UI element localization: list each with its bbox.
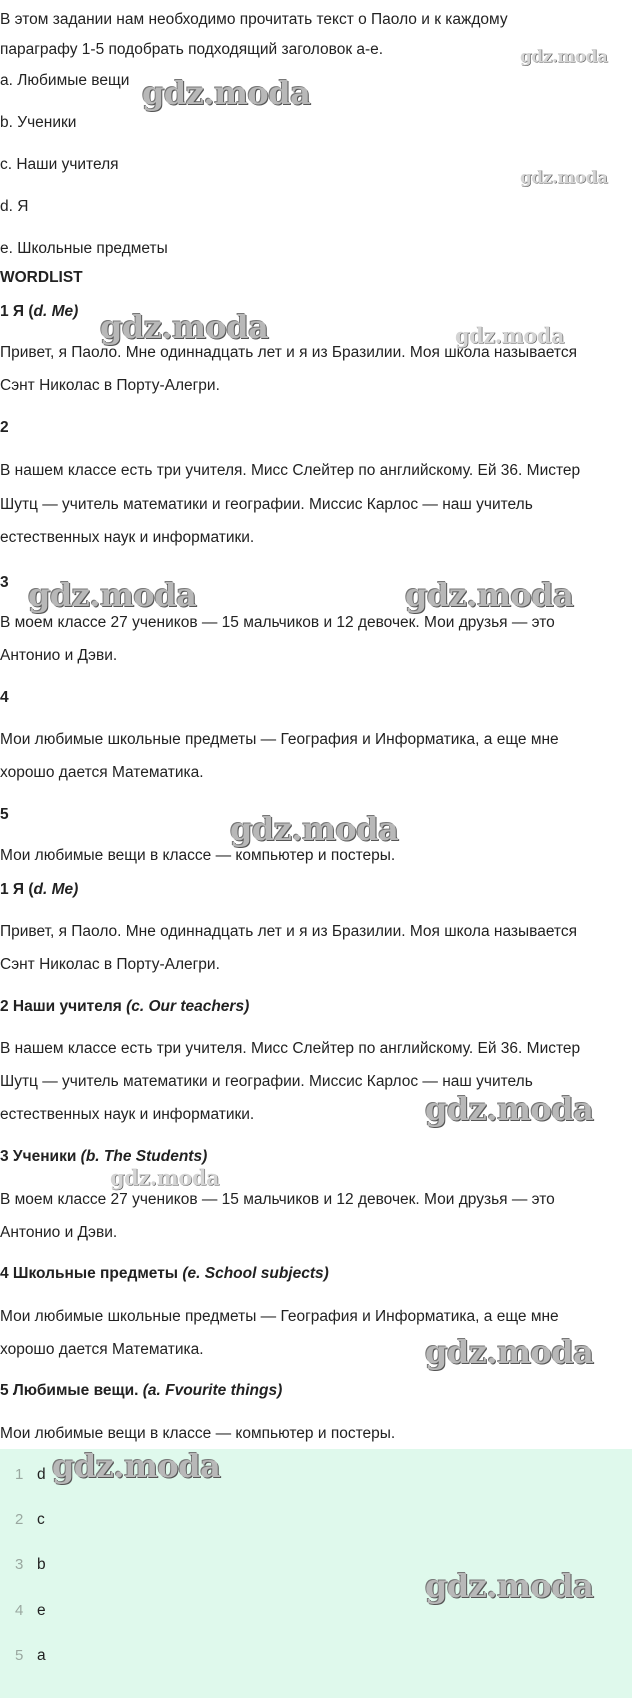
- answer-row: [0, 1590, 632, 1634]
- s2-paragraph-3-line-2: Антонио и Дэви.: [0, 1224, 118, 1241]
- intro-line-1: В этом задании нам необходимо прочитать текст о Паоло и к каждому: [0, 11, 508, 28]
- answer-row: [0, 1454, 632, 1498]
- s1-paragraph-3-heading: 3: [0, 574, 9, 591]
- s2-paragraph-5-heading: 5 Любимые вещи. (a. Fvourite things): [0, 1382, 283, 1399]
- intro-line-2: параграфу 1-5 подобрать подходящий заголовок a-e.: [0, 41, 384, 58]
- s2-paragraph-1-heading: 1 Я (d. Me): [0, 881, 79, 898]
- answers-block: [0, 1449, 632, 1698]
- heading-option-e: e. Школьные предметы: [0, 240, 168, 257]
- answer-value: c: [37, 1511, 45, 1528]
- s1-paragraph-2-line-3: естественных наук и информатики.: [0, 529, 255, 546]
- s2-paragraph-4-heading: 4 Школьные предметы (e. School subjects): [0, 1265, 329, 1282]
- s2-paragraph-2-line-3: естественных наук и информатики.: [0, 1106, 255, 1123]
- s1-paragraph-2-line-1: В нашем классе есть три учителя. Мисс Слейтер по английскому. Ей 36. Мистер: [0, 462, 581, 479]
- heading-option-d: d. Я: [0, 198, 29, 215]
- s1-paragraph-1-line-1: Привет, я Паоло. Мне одиннадцать лет и я из Бразилии. Моя школа называется: [0, 344, 577, 361]
- s1-paragraph-4-heading: 4: [0, 689, 9, 706]
- watermark: gdz.moda: [455, 323, 565, 348]
- answer-number: 5: [15, 1647, 24, 1664]
- watermark: gdz.moda: [28, 576, 197, 614]
- s2-paragraph-3-heading: 3 Ученики (b. The Students): [0, 1148, 208, 1165]
- watermark: gdz.moda: [110, 1165, 220, 1190]
- s2-paragraph-1-line-1: Привет, я Паоло. Мне одиннадцать лет и я из Бразилии. Моя школа называется: [0, 923, 577, 940]
- heading-option-a: a. Любимые вещи: [0, 72, 130, 89]
- watermark: gdz.moda: [520, 168, 608, 188]
- watermark: gdz.moda: [52, 1447, 221, 1485]
- s2-paragraph-5-line-1: Мои любимые вещи в классе — компьютер и постеры.: [0, 1425, 396, 1442]
- s2-paragraph-4-line-1: Мои любимые школьные предметы — География и Информатика, а еще мне: [0, 1308, 559, 1325]
- s2-paragraph-2-line-1: В нашем классе есть три учителя. Мисс Слейтер по английскому. Ей 36. Мистер: [0, 1040, 581, 1057]
- wordlist-label: WORDLIST: [0, 269, 83, 286]
- answer-number: 4: [15, 1602, 24, 1619]
- answer-number: 3: [15, 1556, 24, 1573]
- answer-row: [0, 1499, 632, 1543]
- answer-row: [0, 1544, 632, 1588]
- watermark: gdz.moda: [405, 576, 574, 614]
- s1-paragraph-2-line-2: Шутц — учитель математики и географии. Миссис Карлос — наш учитель: [0, 496, 533, 513]
- s1-paragraph-5-heading: 5: [0, 806, 9, 823]
- s1-paragraph-1-line-2: Сэнт Николас в Порту-Алегри.: [0, 377, 220, 394]
- watermark: gdz.moda: [142, 74, 311, 112]
- s1-paragraph-2-heading: 2: [0, 419, 9, 436]
- s1-paragraph-1-heading: 1 Я (d. Me): [0, 303, 79, 320]
- s1-paragraph-5-line-1: Мои любимые вещи в классе — компьютер и постеры.: [0, 847, 396, 864]
- watermark: gdz.moda: [425, 1567, 594, 1605]
- answer-number: 2: [15, 1511, 24, 1528]
- s1-paragraph-4-line-2: хорошо дается Математика.: [0, 764, 204, 781]
- answer-value: a: [37, 1647, 46, 1664]
- s1-paragraph-4-line-1: Мои любимые школьные предметы — География и Информатика, а еще мне: [0, 731, 559, 748]
- answer-number: 1: [15, 1466, 24, 1483]
- answer-row: [0, 1635, 632, 1679]
- s2-paragraph-2-line-2: Шутц — учитель математики и географии. Миссис Карлос — наш учитель: [0, 1073, 533, 1090]
- s2-paragraph-1-line-2: Сэнт Николас в Порту-Алегри.: [0, 956, 220, 973]
- s1-paragraph-3-line-1: В моем классе 27 учеников — 15 мальчиков и 12 девочек. Мои друзья — это: [0, 614, 555, 631]
- answer-value: b: [37, 1556, 46, 1573]
- watermark: gdz.moda: [230, 810, 399, 848]
- s2-paragraph-4-line-2: хорошо дается Математика.: [0, 1341, 204, 1358]
- answer-value: d: [37, 1466, 46, 1483]
- watermark: gdz.moda: [100, 308, 269, 346]
- watermark: gdz.moda: [425, 1333, 594, 1371]
- answer-value: e: [37, 1602, 46, 1619]
- s2-paragraph-2-heading: 2 Наши учителя (c. Our teachers): [0, 998, 250, 1015]
- heading-option-b: b. Ученики: [0, 114, 77, 131]
- s1-paragraph-3-line-2: Антонио и Дэви.: [0, 647, 118, 664]
- heading-option-c: c. Наши учителя: [0, 156, 119, 173]
- watermark: gdz.moda: [520, 47, 608, 67]
- s2-paragraph-3-line-1: В моем классе 27 учеников — 15 мальчиков и 12 девочек. Мои друзья — это: [0, 1191, 555, 1208]
- watermark: gdz.moda: [425, 1090, 594, 1128]
